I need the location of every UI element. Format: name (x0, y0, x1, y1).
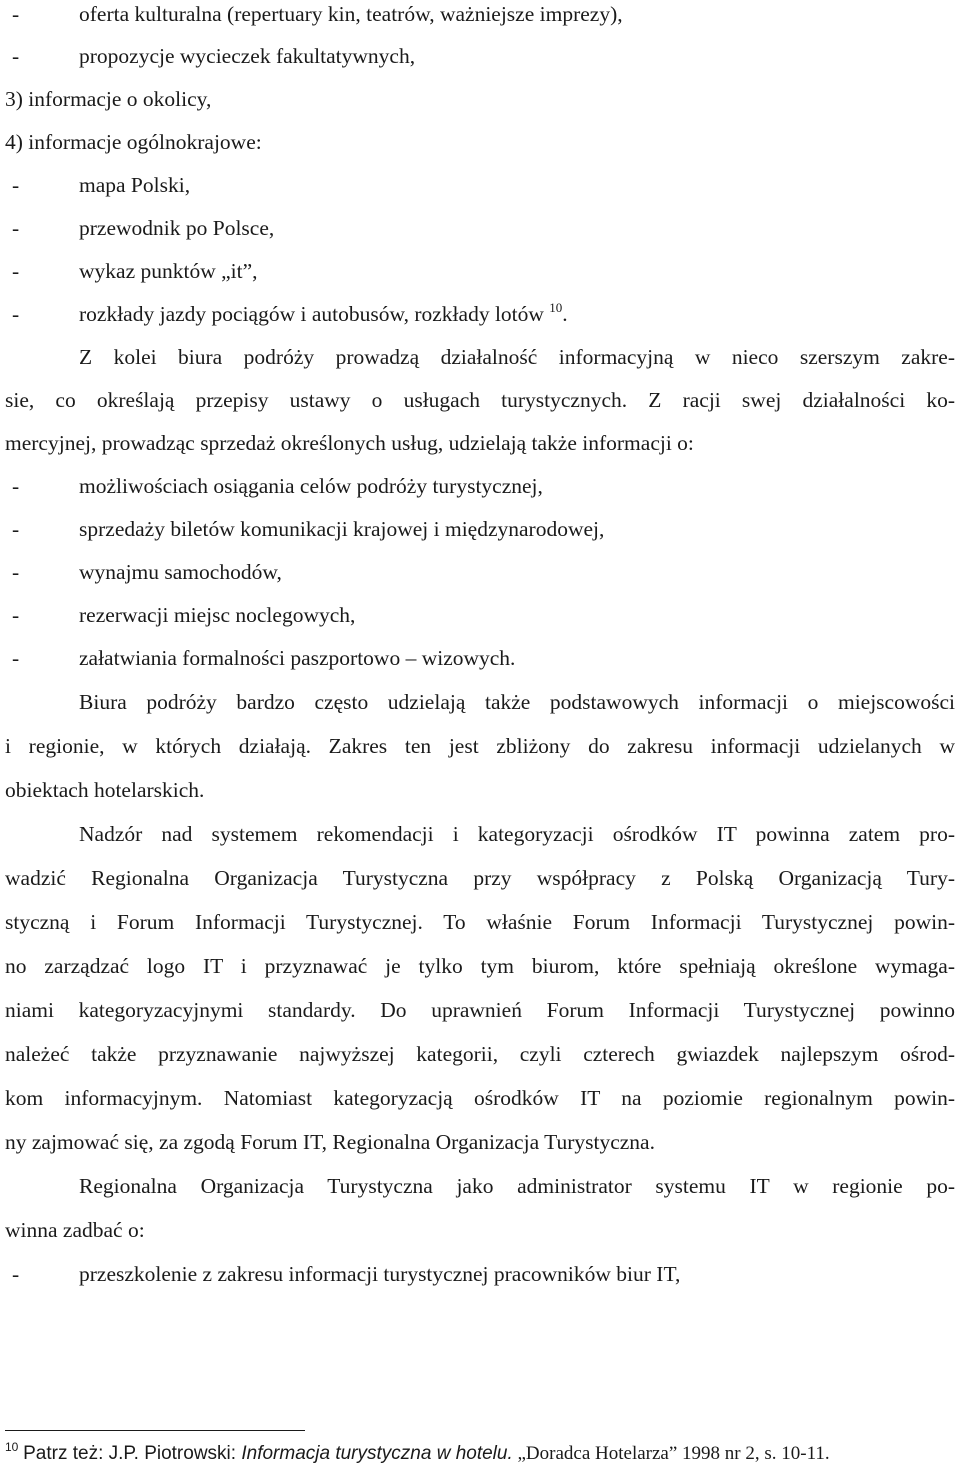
paragraph-line: Regionalna Organizacja Turystyczna jako administrator systemu IT w regionie po- (79, 1174, 955, 1198)
list-dash: - (12, 2, 20, 26)
paragraph-line: ny zajmować się, za zgodą Forum IT, Regionalna Organizacja Turystyczna. (5, 1130, 655, 1154)
paragraph-line: i regionie, w których działają. Zakres ten jest zbliżony do zakresu informacji udzielanych w (5, 734, 955, 758)
paragraph-line: mercyjnej, prowadząc sprzedaż określonych usług, udzielają także informacji o: (5, 431, 694, 455)
paragraph-line: sie, co określają przepisy ustawy o usługach turystycznych. Z racji swej działalności ko- (5, 388, 955, 412)
list-dash: - (12, 646, 20, 670)
list-item: przeszkolenie z zakresu informacji turystycznej pracowników biur IT, (79, 1262, 681, 1286)
footnote-ref[interactable]: 10 (549, 300, 563, 315)
footnote (5, 1440, 830, 1464)
list-item: sprzedaży biletów komunikacji krajowej i międzynarodowej, (79, 517, 605, 541)
paragraph-line: styczną i Forum Informacji Turystycznej. To właśnie Forum Informacji Turystycznej powin- (5, 910, 955, 934)
footnote-prefix: Patrz też: J.P. Piotrowski: (23, 1443, 242, 1464)
list-dash: - (12, 474, 20, 498)
list-dash: - (12, 173, 20, 197)
numbered-item: 4) informacje ogólnokrajowe: (5, 130, 262, 154)
paragraph-line: kom informacyjnym. Natomiast kategoryzacją ośrodków IT na poziomie regionalnym powin- (5, 1086, 955, 1110)
list-item: przewodnik po Polsce, (79, 216, 275, 240)
paragraph-line: Nadzór nad systemem rekomendacji i kategoryzacji ośrodków IT powinna zatem pro- (79, 822, 955, 846)
footnote-separator (5, 1430, 305, 1431)
list-dash: - (12, 1262, 20, 1286)
list-item: mapa Polski, (79, 173, 191, 197)
list-dash: - (12, 603, 20, 627)
list-dash: - (12, 216, 20, 240)
list-item (79, 300, 568, 326)
list-item: rezerwacji miejsc noclegowych, (79, 603, 356, 627)
list-dash: - (12, 259, 20, 283)
list-item: wykaz punktów „it”, (79, 259, 258, 283)
list-item: wynajmu samochodów, (79, 560, 282, 584)
numbered-item: 3) informacje o okolicy, (5, 87, 212, 111)
paragraph-line: niami kategoryzacyjnymi standardy. Do uprawnień Forum Informacji Turystycznej powinno (5, 998, 955, 1022)
paragraph-line: należeć także przyznawanie najwyższej kategorii, czyli czterech gwiazdek najlepszym ośrod- (5, 1042, 955, 1066)
list-item-end: . (562, 302, 568, 326)
paragraph-line: winna zadbać o: (5, 1218, 145, 1242)
list-item-text: rozkłady jazdy pociągów i autobusów, rozkłady lotów (79, 302, 544, 326)
list-item: możliwościach osiągania celów podróży turystycznej, (79, 474, 543, 498)
paragraph-line: wadzić Regionalna Organizacja Turystyczna przy współpracy z Polską Organizacją Tury- (5, 866, 955, 890)
list-dash: - (12, 517, 20, 541)
list-item: załatwiania formalności paszportowo – wizowych. (79, 646, 516, 670)
footnote-number: 10 (5, 1440, 19, 1454)
footnote-suffix: „Doradca Hotelarza” 1998 nr 2, s. 10-11. (512, 1443, 830, 1464)
paragraph-line: Z kolei biura podróży prowadzą działalność informacyjną w nieco szerszym zakre- (79, 345, 955, 369)
list-item: oferta kulturalna (repertuary kin, teatrów, ważniejsze imprezy), (79, 2, 623, 26)
list-dash: - (12, 302, 20, 326)
list-dash: - (12, 44, 20, 68)
paragraph-line: no zarządzać logo IT i przyznawać je tylko tym biurom, które spełniają określone wymaga- (5, 954, 955, 978)
paragraph-line: Biura podróży bardzo często udzielają także podstawowych informacji o miejscowości (79, 690, 955, 714)
list-item: propozycje wycieczek fakultatywnych, (79, 44, 416, 68)
list-dash: - (12, 560, 20, 584)
paragraph-line: obiektach hotelarskich. (5, 778, 205, 802)
footnote-title: Informacja turystyczna w hotelu. (241, 1443, 513, 1464)
